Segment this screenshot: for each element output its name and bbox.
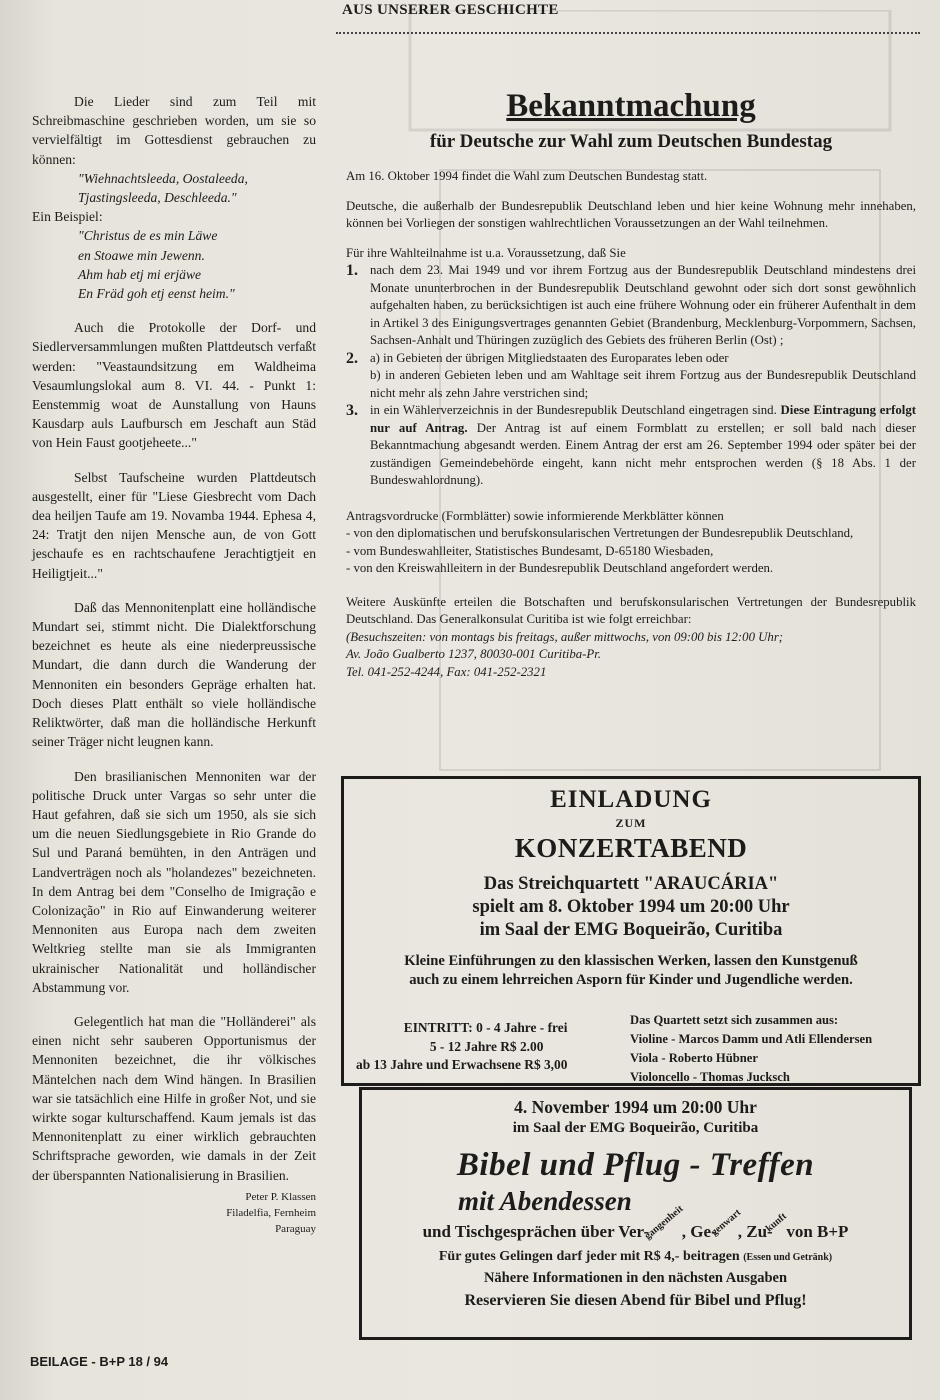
quartet-member: Violoncello - Thomas Jucksch (630, 1070, 790, 1084)
header-divider (336, 32, 920, 34)
topics-text: und Tischgesprächen über Ver- (422, 1222, 650, 1241)
announcement-title: Bekanntmachung (506, 88, 756, 124)
admission-line: EINTRITT: 0 - 4 Jahre - frei (403, 1020, 568, 1035)
forms-source: - von den diplomatischen und berufskonsularischen Vertretungen der Bundesrepublik Deutschland, (346, 526, 854, 540)
election-announcement (346, 86, 916, 681)
article-paragraph: Die Lieder sind zum Teil mit Schreibmaschine geschrieben worden, um sie so vervielfältigt im Gottesdienst gebrauchen zu können: (32, 94, 316, 167)
quartet-heading: Das Quartett setzt sich zusammen aus: (630, 1013, 839, 1027)
topics-text: von B+P (782, 1222, 849, 1241)
quartet-name: Das Streichquartett "ARAUCÁRIA" (483, 874, 779, 894)
event-topics (362, 1203, 909, 1247)
song-titles-verse (32, 169, 316, 207)
article-paragraph: Den brasilianischen Mennoniten war der politische Druck unter Vargas so sehr unter die Haut gefahren, daß sie sich um 1950, als sie sich um die neuen Siedlungsgebiete in Rio Grande do Sul und Paraná bemühten, in den Anträgen und Landverträgen noch als "holandezes" bezeichneten. In dem Antrag bei dem "Conselho de Imigração e Colonização" in Rio auf Einwanderung weiterer Mennoniten aus Europa nach dem zweiten Weltkrieg stellte man sie als Immigranten ukrainischer Nationalität und holländischer Abstammung vor. (32, 768, 316, 995)
requirement-item (346, 350, 916, 403)
forms-list (346, 508, 916, 578)
article-column (32, 92, 316, 1237)
item-text-b: b) in anderen Gebieten leben und am Wahltage seit ihrem Fortzug aus der Bundesrepublik Deutschland nicht mehr als zehn Jahre verstrichen sind; (370, 368, 916, 400)
info-text: Weitere Auskünfte erteilen die Botschaften und berufskonsularischen Vertretungen der Bundesrepublik Deutschland. Das Generalkonsulat Curitiba ist wie folgt erreichbar: (346, 594, 916, 626)
verse-line: Tjastingsleeda, Deschleeda." (78, 190, 237, 206)
item-text-pre: in ein Wählerverzeichnis in der Bundesrepublik Deutschland eingetragen sind. (370, 403, 781, 417)
page-footer: BEILAGE - B+P 18 / 94 (30, 1354, 169, 1369)
article-paragraph: Selbst Taufscheine wurden Plattdeutsch ausgestellt, einer für "Liese Giesbrecht vom Dach dea heiljen Taufe am 19. Novamba 1944. Ephesa 4, 24: Tratjt den nijen Mensche aun, de von Gott jeschaufe es en rachtschaufene Jerachtigtjeit en Heiligtjeit..." (32, 469, 316, 581)
event-date: 4. November 1994 um 20:00 Uhr (514, 1097, 757, 1117)
concert-description: auch zu einem lehrreichen Asporn für Kinder und Jugendliche werden. (409, 972, 853, 988)
topics-sup: kunft (763, 1210, 789, 1235)
announcement-paragraph: Am 16. Oktober 1994 findet die Wahl zum Deutschen Bundestag statt. (346, 169, 708, 183)
item-text-a: a) in Gebieten der übrigen Mitgliedstaaten des Europarates leben oder (370, 350, 729, 365)
topics-text: , Ge- (681, 1222, 717, 1241)
quartet-members (630, 1011, 872, 1087)
office-hours: (Besuchszeiten: von montags bis freitags, außer mittwochs, von 09:00 bis 12:00 Uhr; (346, 629, 784, 644)
forms-intro: Antragsvordrucke (Formblätter) sowie informierende Merkblätter können (346, 508, 724, 523)
contribution-text: Für gutes Gelingen darf jeder mit R$ 4,- beitragen (438, 1249, 740, 1264)
item-text (370, 402, 916, 490)
item-text-post: Der Antrag ist auf einem Formblatt zu erstellen; er soll bald nach dieser Bekanntmachung abgesandt werden. Einem Antrag der erst am 26. September 1994 oder später bei der zuständigen Gemeindebehörde eingeht, kann nicht mehr entsprochen werden (§ 18 Abs. 1 der Bundeswahlordnung). (370, 420, 916, 487)
item-text-bold: Diese Eintragung erfolgt nur auf Antrag. (370, 403, 916, 435)
author-name: Peter P. Klassen (245, 1190, 316, 1203)
contribution-small: (Essen und Getränk) (743, 1252, 833, 1263)
event-subtitle: mit Abendessen (458, 1186, 632, 1216)
announcement-subtitle: für Deutsche zur Wahl zum Deutschen Bundestag (429, 131, 833, 152)
item-text (370, 350, 916, 403)
author-country: Paraguay (275, 1222, 316, 1235)
item-number: 2. (346, 349, 358, 367)
concert-date: spielt am 8. Oktober 1994 um 20:00 Uhr (472, 897, 790, 917)
forms-source: - von den Kreiswahlleitern in der Bundesrepublik Deutschland angefordert werden. (346, 561, 774, 575)
author-place: Filadelfia, Fernheim (226, 1206, 316, 1219)
item-number: 3. (346, 402, 358, 419)
contact-info (346, 594, 916, 682)
event-title: Bibel und Pflug - Treffen (456, 1147, 815, 1183)
verse-line: "Wiehnachtsleeda, Oostaleeda, (78, 170, 248, 186)
announcement-paragraph: Für ihre Wahlteilnahme ist u.a. Voraussetzung, daß Sie (346, 245, 626, 260)
item-number: 1. (346, 262, 358, 279)
quartet-member: Viola - Roberto Hübner (630, 1051, 758, 1065)
admission-line: 5 - 12 Jahre R$ 2.00 (429, 1038, 544, 1054)
requirement-item (346, 402, 916, 490)
consulate-address: Av. João Gualberto 1237, 80030-001 Curitiba-Pr. (346, 647, 601, 661)
topics-sup: gangenheit (642, 1203, 686, 1242)
item-text: nach dem 23. Mai 1949 und vor ihrem Fortzug aus der Bundesrepublik Deutschland mindestens drei Monate ununterbrochen in der Bundesrepublik Deutschland gewohnt oder sich dort sonst gewöhnlich aufgehalten haben, zu berücksichtigen ist auch eine frühere Wohnung oder ein früherer Aufenthalt in dem in Artikel 3 des Einigungsvertrages genannten Gebiet (Brandenburg, Mecklenburg-Vorpommern, Sachsen, Sachsen-Anhalt und Thüringen zuzüglich des Gebiets des früheren Berlin (Ost) ; (370, 263, 916, 347)
verse-line: Ahm hab etj mi erjäwe (78, 266, 202, 282)
verse-line: En Fräd goh etj eenst heim." (78, 286, 235, 302)
admission-prices (356, 1019, 567, 1075)
reserve-note: Reservieren Sie diesen Abend für Bibel und Pflug! (464, 1292, 807, 1309)
contribution-note (362, 1247, 909, 1268)
topics-text: , Zu- (737, 1222, 773, 1241)
article-paragraph: Gelegentlich hat man die "Holländerei" als einen nicht sehr sauberen Opportunismus der Mennoniten bezeichnet, die ihr völkisches Mäntelchen nach dem Wind hängen. In Brasilien war sie tatsächlich eine Hilfe in großer Not, und sie wirkte sogar kulturschaffend. Kaum jemals ist das Mennonitenplatt zu einer wirklich gebrauchten Schriftsprache geworden, wie damals in der Zeit der überspannten Nationalisierung in Brasilien. (32, 1013, 316, 1183)
article-paragraph: Auch die Protokolle der Dorf- und Siedlerversammlungen mußten Plattdeutsch verfaßt werden: "Veastaundsitzung em Waldheima Vesaumlungslokal aum 8. VI. 44. - Punkt 1: Eenstemmig woat de Aunstallung von Hauns Kausdarp auls Laufbursch em Jeschaft aun Städ von Hein Faust gootjeheete..." (32, 320, 316, 451)
concert-title: KONZERTABEND (514, 833, 748, 863)
more-info-note: Nähere Informationen in den nächsten Ausgaben (483, 1270, 788, 1286)
article-paragraph: Daß das Mennonitenplatt eine holländische Mundart sei, stimmt nicht. Die Dialektforschung bezeichnet es heute als eine niederpreussische Mundart, die dann durch die Wanderung der Mennoniten ein besonders Gepräge erhalten hat. Doch dieses Platt enthält so viele holländische Reliktwörter, daß man die holländische Herkunft seiner Träger nicht leugnen kann. (32, 599, 316, 750)
author-signature (32, 1189, 316, 1237)
example-label: Ein Beispiel: (32, 209, 103, 225)
section-title: AUS UNSERER GESCHICHTE (342, 2, 559, 18)
invitation-heading: EINLADUNG (550, 786, 712, 813)
verse-line: en Stoawe min Jewenn. (78, 247, 205, 263)
invitation-connector: ZUM (615, 816, 647, 830)
event-venue: im Saal der EMG Boqueirão, Curitiba (512, 1120, 759, 1136)
concert-description: Kleine Einführungen zu den klassischen Werken, lassen den Kunstgenuß (404, 953, 858, 969)
quartet-member: Violine - Marcos Damm und Atli Ellendersen (630, 1032, 873, 1046)
example-verse (32, 226, 316, 303)
bibel-pflug-event-box (359, 1087, 912, 1340)
topics-sup: genwart (708, 1207, 743, 1239)
verse-line: "Christus de es min Läwe (78, 228, 218, 244)
announcement-paragraph: Deutsche, die außerhalb der Bundesrepublik Deutschland leben und hier keine Wohnung mehr innehaben, können bei Vorliegen der sonstigen wahlrechtlichen Voraussetzungen an der Wahl teilnehmen. (346, 198, 916, 230)
section-header (336, 2, 920, 38)
consulate-phone: Tel. 041-252-4244, Fax: 041-252-2321 (346, 664, 547, 679)
forms-source: - vom Bundeswahlleiter, Statistisches Bundesamt, D-65180 Wiesbaden, (346, 543, 714, 558)
concert-venue: im Saal der EMG Boqueirão, Curitiba (479, 920, 783, 940)
requirement-item (346, 262, 916, 350)
concert-invitation-box (341, 776, 921, 1086)
admission-line: ab 13 Jahre und Erwachsene R$ 3,00 (356, 1057, 568, 1072)
